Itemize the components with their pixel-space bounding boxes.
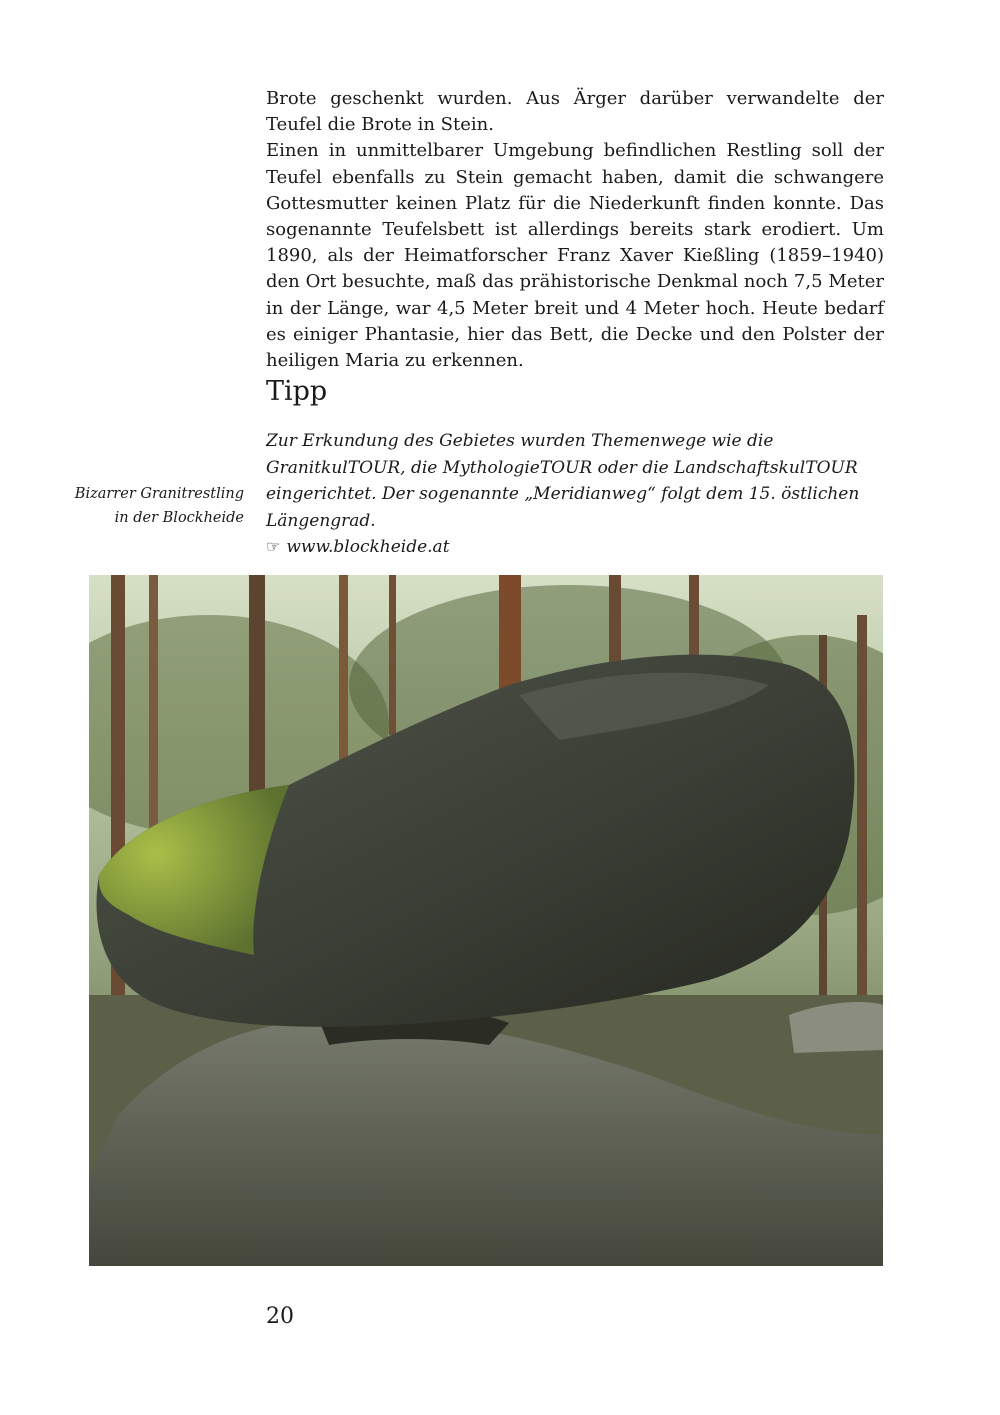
photo-caption [60,482,244,530]
tipp-link-line [266,534,884,561]
tipp-heading: Tipp [266,376,328,407]
caption-line-1: Bizarrer Granitrestling [74,486,244,502]
tipp-link[interactable]: www.blockheide.at [286,537,450,557]
granite-boulder-photo-icon [89,575,883,1266]
body-paragraph-2: Einen in unmittelbarer Umgebung befindlichen Restling soll der Teufel ebenfalls zu Stein gemacht haben, damit die schwangere Gottesmutter keinen Platz für die Niederkunft finden konnte. Das sogenannte Teufelsbett ist allerdings bereits stark erodiert. Um 1890, als der Heimatforscher Franz Xaver Kießling (1859–1940) den Ort besuchte, maß das prähistorische Denkmal noch 7,5 Meter in der Länge, war 4,5 Meter breit und 4 Meter hoch. Heute bedarf es einiger Phantasie, hier das Bett, die Decke und den Polster der heiligen Maria zu erkennen. [266,140,884,372]
boulder-photo [89,575,883,1266]
pointing-hand-icon: ☞ [266,537,281,556]
caption-line-2: in der Blockheide [114,510,244,526]
body-text [266,86,884,374]
body-paragraph-1: Brote geschenkt wurden. Aus Ärger darüber verwandelte der Teufel die Brote in Stein. [266,88,884,136]
tipp-text: Zur Erkundung des Gebietes wurden Themenwege wie die GranitkulTOUR, die MythologieTOUR oder die LandschaftskulTOUR eingerichtet. Der sogenannte „Meridianweg“ folgt dem 15. östlichen Längengrad. [266,431,860,531]
page-number: 20 [266,1304,294,1329]
tipp-box [266,428,884,561]
